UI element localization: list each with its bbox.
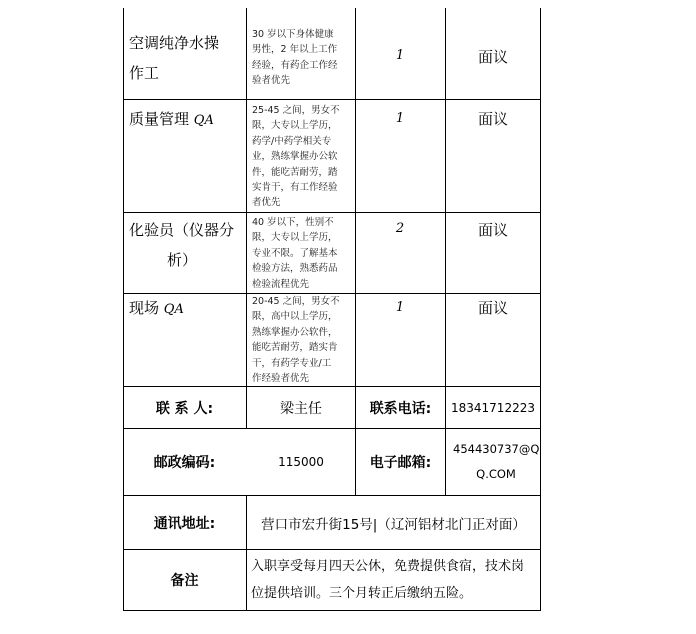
position-title-line: 作工 [129,64,160,82]
requirement-line: 作经验者优先 [252,373,310,385]
email-line: 454430737@Q [453,442,540,456]
position-count: 1 [395,300,405,315]
position-title-line: 空调纯净水操 [129,34,220,52]
position-requirements [252,215,354,292]
position-count: 2 [395,221,405,236]
requirement-line: 30 岁以下身体健康 [252,29,334,40]
requirement-line: 检验方法，熟悉药品 [252,263,338,275]
position-title [129,104,245,136]
position-title-main: 现场 [129,299,160,317]
requirement-line: 专业不限。了解基本 [252,247,338,259]
contact-person-label: 联 系 人: [155,400,214,417]
zip-value: 115000 [278,455,324,469]
requirement-line: 经验，有药企工作经 [252,59,338,71]
row-border [123,610,541,611]
contact-phone-value: 18341712223 [451,400,535,415]
address-value: 营口市宏升街15号|（辽河铝材北门正对面） [261,516,526,533]
position-count: 1 [395,48,405,63]
recruitment-table [123,8,541,611]
col-border [246,8,247,428]
requirement-line: 药学/中药学相关专 [252,135,332,147]
note-value [251,553,539,607]
requirement-line: 检验流程优先 [252,278,310,290]
position-requirements [252,27,354,89]
position-title-line: 析） [167,251,198,269]
position-salary: 面议 [477,110,508,128]
position-title-main: 质量管理 [129,110,190,128]
contact-person-value: 梁主任 [280,400,322,417]
email-value [453,437,539,487]
requirement-line: 干，有药学专业/工 [252,357,332,369]
position-title [129,215,245,275]
position-title [129,293,245,325]
email-label: 电子邮箱: [369,455,432,471]
col-border [355,8,356,386]
note-line: 入职享受每月四天公休，免费提供食宿，技术岗 [251,559,525,574]
requirement-line: 20-45 之间，男女不 [252,296,340,307]
requirement-line: 能吃苦耐劳，踏实肯 [252,342,338,354]
position-salary: 面议 [477,299,508,317]
position-salary: 面议 [477,48,508,66]
note-label: 备注 [170,573,199,589]
row-border [123,212,541,213]
requirement-line: 40 岁以下，性别不 [252,217,334,228]
requirement-line: 25-45 之间，男女不 [252,105,340,116]
position-count: 1 [395,111,405,126]
row-border [123,99,541,100]
position-requirements [252,294,354,386]
requirement-line: 限，大专以上学历， [252,232,338,244]
position-title-line: 化验员（仪器分 [129,221,235,239]
email-line: Q.COM [476,467,516,481]
note-line: 位提供培训。三个月转正后缴纳五险。 [251,586,473,601]
zip-label: 邮政编码: [153,455,216,471]
requirement-line: 限，高中以上学历， [252,311,338,323]
requirement-line: 业，熟练掌握办公软 [252,151,338,163]
requirement-line: 者优先 [252,197,281,209]
position-title-suffix: QA [193,113,214,128]
requirement-line: 男性，2 年以上工作 [252,44,338,56]
requirement-line: 限，大专以上学历， [252,120,338,132]
position-title [129,28,245,88]
requirement-line: 验者优先 [252,75,291,87]
requirement-line: 熟练掌握办公软件， [252,326,338,338]
position-salary: 面议 [477,221,508,239]
requirement-line: 件，能吃苦耐劳，踏 [252,166,338,178]
position-title-suffix: QA [163,302,184,317]
requirement-line: 实肯干，有工作经验 [252,182,338,194]
address-label: 通讯地址: [153,515,216,532]
position-requirements [252,103,354,211]
contact-phone-label: 联系电话: [369,400,432,417]
